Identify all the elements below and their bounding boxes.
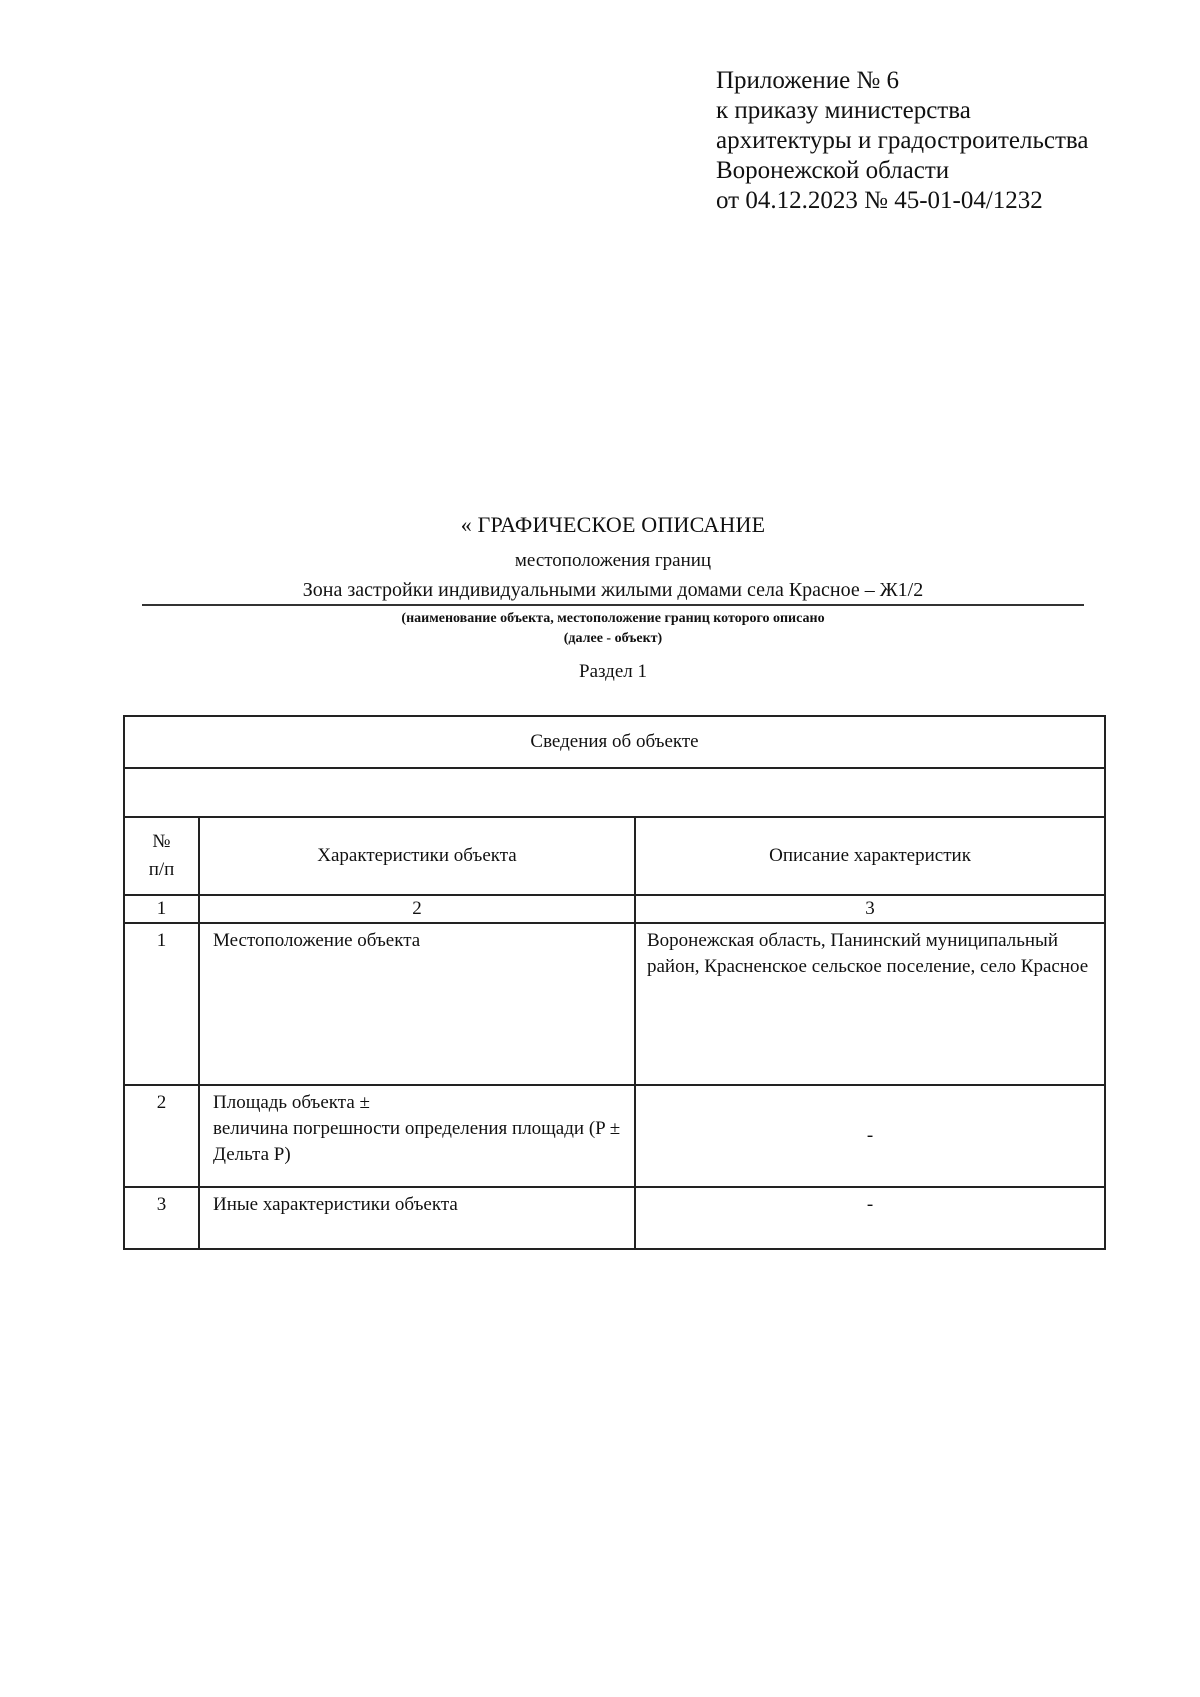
- table-row: [124, 1085, 1105, 1187]
- row-description: -: [635, 1187, 1105, 1249]
- appendix-line-2: к приказу министерства: [716, 97, 971, 124]
- document-title: « ГРАФИЧЕСКОЕ ОПИСАНИЕ: [460, 512, 766, 537]
- appendix-line-1: Приложение № 6: [716, 67, 900, 94]
- document-subtitle: местоположения границ: [514, 550, 712, 571]
- table-empty-row: [124, 768, 1105, 817]
- object-info-table: [123, 715, 1106, 1250]
- table-column-index-row: [124, 895, 1105, 923]
- appendix-line-5: от 04.12.2023 № 45-01-04/1232: [716, 187, 1043, 214]
- row-number: 3: [124, 1187, 199, 1249]
- table-empty-cell: [124, 768, 1105, 817]
- appendix-block: [716, 66, 1176, 216]
- row-characteristic: [199, 1085, 635, 1187]
- header-description: Описание характеристик: [635, 817, 1105, 895]
- row-characteristic: Местоположение объекта: [199, 923, 635, 1085]
- header-num: [124, 817, 199, 895]
- header-num-line-1: №: [152, 831, 171, 852]
- row-characteristic-line-1: Площадь объекта ±: [213, 1092, 370, 1113]
- row-number: 2: [124, 1085, 199, 1187]
- header-characteristics: Характеристики объекта: [199, 817, 635, 895]
- table-row: [124, 1187, 1105, 1249]
- table-row: [124, 923, 1105, 1085]
- header-num-line-2: п/п: [148, 859, 175, 880]
- table-caption: Сведения об объекте: [124, 716, 1105, 768]
- appendix-line-3: архитектуры и градостроительства: [716, 127, 1089, 154]
- table-header-row: [124, 817, 1105, 895]
- object-name-note: [142, 609, 1084, 649]
- object-name-note-line-2: (далее - объект): [563, 631, 663, 646]
- title-block: [142, 512, 1084, 684]
- column-index-3: 3: [635, 895, 1105, 923]
- section-title: Раздел 1: [579, 661, 647, 682]
- column-index-2: 2: [199, 895, 635, 923]
- row-characteristic: Иные характеристики объекта: [199, 1187, 635, 1249]
- table-caption-row: [124, 716, 1105, 768]
- appendix-line-4: Воронежской области: [716, 157, 950, 184]
- row-number: 1: [124, 923, 199, 1085]
- row-description: Воронежская область, Панинский муниципальный район, Красненское сельское поселение, село Красное: [635, 923, 1105, 1085]
- object-name-note-line-1: (наименование объекта, местоположение границ которого описано: [401, 611, 825, 626]
- column-index-1: 1: [124, 895, 199, 923]
- object-name: Зона застройки индивидуальными жилыми домами села Красное – Ж1/2: [142, 577, 1084, 606]
- row-description: -: [635, 1085, 1105, 1187]
- row-characteristic-line-2: величина погрешности определения площади (P ± Дельта P): [213, 1118, 621, 1165]
